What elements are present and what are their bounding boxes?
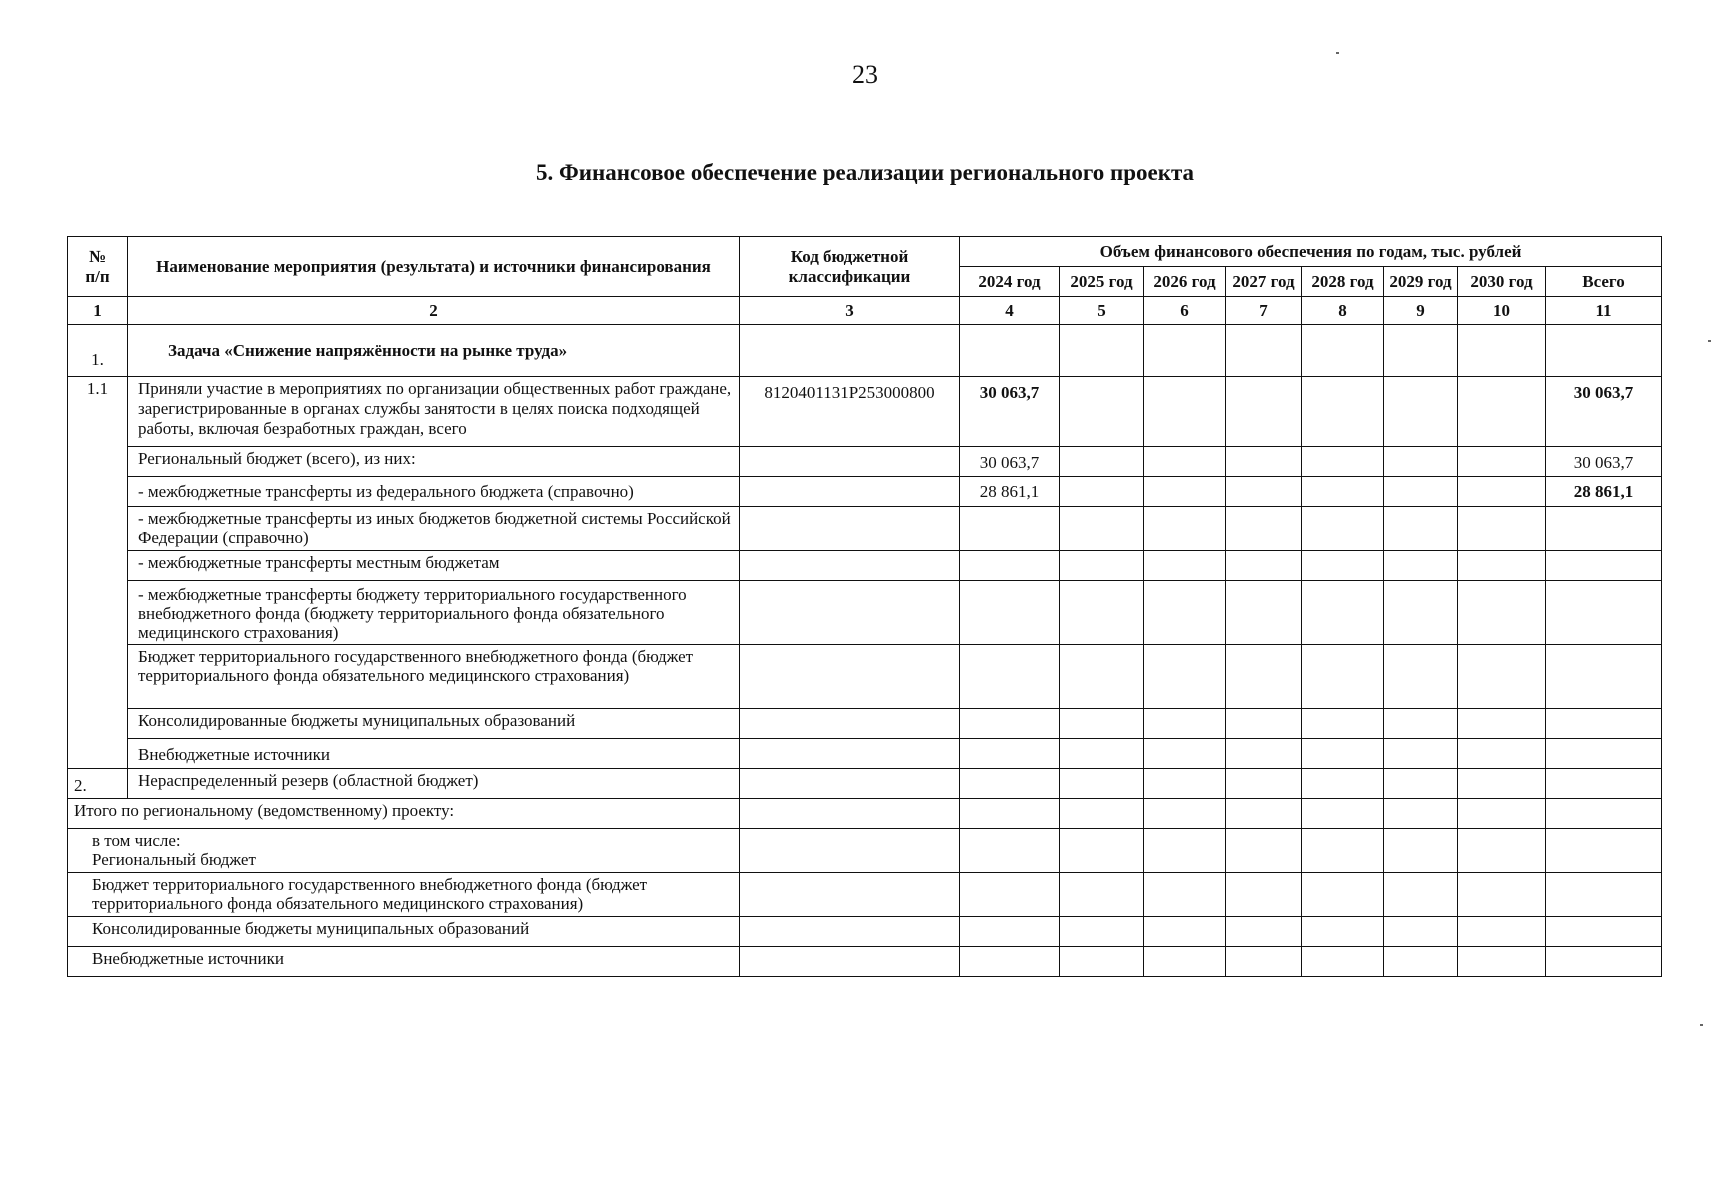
regional-row <box>68 447 1662 477</box>
header-year-2030: 2030 год <box>1458 267 1546 297</box>
consolidated-name: Консолидированные бюджеты муниципальных образований <box>128 709 740 739</box>
colnum-11: 11 <box>1546 297 1662 325</box>
header-num <box>68 237 128 297</box>
local-budgets-name: - межбюджетные трансферты местным бюджетам <box>128 551 740 581</box>
scan-speck <box>1700 1024 1703 1026</box>
header-year-2026: 2026 год <box>1144 267 1226 297</box>
regional-2024: 30 063,7 <box>960 447 1060 477</box>
territorial-fund-budget-name: Бюджет территориального государственного внебюджетного фонда (бюджет территориального фонда обязательного медицинского страхования) <box>128 645 740 709</box>
federal-2024: 28 861,1 <box>960 477 1060 507</box>
totals-row <box>68 799 1662 829</box>
reserve-row <box>68 769 1662 799</box>
header-volume <box>960 237 1662 267</box>
item-1-1-num-text: 1.1 <box>86 379 109 398</box>
territorial-fund-budget-row <box>68 645 1662 709</box>
item-1-1-name: Приняли участие в мероприятиях по организации общественных работ граждане, зарегистрированные в органах службы занятости в целях поиска подходящей работы, включая безработных граждан, всего <box>128 377 740 447</box>
item-1-1-num <box>68 377 128 769</box>
extrabudgetary-row <box>68 739 1662 769</box>
header-year-2025: 2025 год <box>1060 267 1144 297</box>
item-1-1-total: 30 063,7 <box>1546 377 1662 447</box>
header-volume-text: Объем финансового обеспечения по годам, тыс. рублей <box>1099 241 1522 261</box>
column-numbers-row <box>68 297 1662 325</box>
header-code-text: Код бюджетной классификации <box>788 246 911 286</box>
totals-territorial-row <box>68 873 1662 917</box>
totals-extrabudgetary-row <box>68 947 1662 977</box>
item-1-1-row <box>68 377 1662 447</box>
header-row-1 <box>68 237 1662 267</box>
header-year-2024: 2024 год <box>960 267 1060 297</box>
totals-regional: Региональный бюджет <box>92 850 256 869</box>
colnum-4: 4 <box>960 297 1060 325</box>
header-year-2028: 2028 год <box>1302 267 1384 297</box>
task-name: Задача «Снижение напряжённости на рынке труда» <box>128 325 740 377</box>
totals-regional-row <box>68 829 1662 873</box>
local-budgets-row <box>68 551 1662 581</box>
header-total: Всего <box>1546 267 1662 297</box>
colnum-2: 2 <box>128 297 740 325</box>
other-budgets-name: - межбюджетные трансферты из иных бюджетов бюджетной системы Российской Федерации (справочно) <box>128 507 740 551</box>
task-row <box>68 325 1662 377</box>
page-number: 23 <box>852 60 878 89</box>
totals-consolidated-row <box>68 917 1662 947</box>
federal-name: - межбюджетные трансферты из федерального бюджета (справочно) <box>128 477 740 507</box>
totals-regional-cell <box>68 829 740 873</box>
task-num: 1. <box>68 325 128 377</box>
totals-consolidated: Консолидированные бюджеты муниципальных образований <box>68 917 740 947</box>
regional-total: 30 063,7 <box>1546 447 1662 477</box>
colnum-7: 7 <box>1226 297 1302 325</box>
task-code <box>740 325 960 377</box>
colnum-6: 6 <box>1144 297 1226 325</box>
federal-row <box>68 477 1662 507</box>
other-budgets-row <box>68 507 1662 551</box>
header-name <box>128 237 740 297</box>
financing-table <box>67 236 1662 977</box>
totals-label: Итого по региональному (ведомственному) проекту: <box>68 799 740 829</box>
extrabudgetary-name: Внебюджетные источники <box>128 739 740 769</box>
totals-extrabudgetary: Внебюджетные источники <box>68 947 740 977</box>
scan-speck <box>1708 340 1711 342</box>
reserve-name: Нераспределенный резерв (областной бюджет) <box>128 769 740 799</box>
header-year-2027: 2027 год <box>1226 267 1302 297</box>
colnum-5: 5 <box>1060 297 1144 325</box>
federal-total: 28 861,1 <box>1546 477 1662 507</box>
item-1-1-2024: 30 063,7 <box>960 377 1060 447</box>
territorial-fund-transfers-name: - межбюджетные трансферты бюджету территориального государственного внебюджетного фонда (бюджету территориального фонда обязательного медицинского страхования) <box>128 581 740 645</box>
colnum-1: 1 <box>68 297 128 325</box>
totals-territorial: Бюджет территориального государственного внебюджетного фонда (бюджет территориального фонда обязательного медицинского страхования) <box>68 873 740 917</box>
territorial-fund-transfers-row <box>68 581 1662 645</box>
colnum-10: 10 <box>1458 297 1546 325</box>
colnum-3: 3 <box>740 297 960 325</box>
item-1-1-code: 8120401131P253000800 <box>740 377 960 447</box>
section-title: 5. Финансовое обеспечение реализации регионального проекта <box>535 160 1195 185</box>
reserve-num: 2. <box>68 769 128 799</box>
scan-speck <box>1336 52 1339 54</box>
colnum-8: 8 <box>1302 297 1384 325</box>
header-year-2029: 2029 год <box>1384 267 1458 297</box>
consolidated-row <box>68 709 1662 739</box>
header-name-text: Наименование мероприятия (результата) и источники финансирования <box>156 256 711 276</box>
regional-name: Региональный бюджет (всего), из них: <box>128 447 740 477</box>
colnum-9: 9 <box>1384 297 1458 325</box>
header-num-text: № п/п <box>85 246 110 286</box>
header-code <box>740 237 960 297</box>
totals-including: в том числе: <box>92 831 181 850</box>
